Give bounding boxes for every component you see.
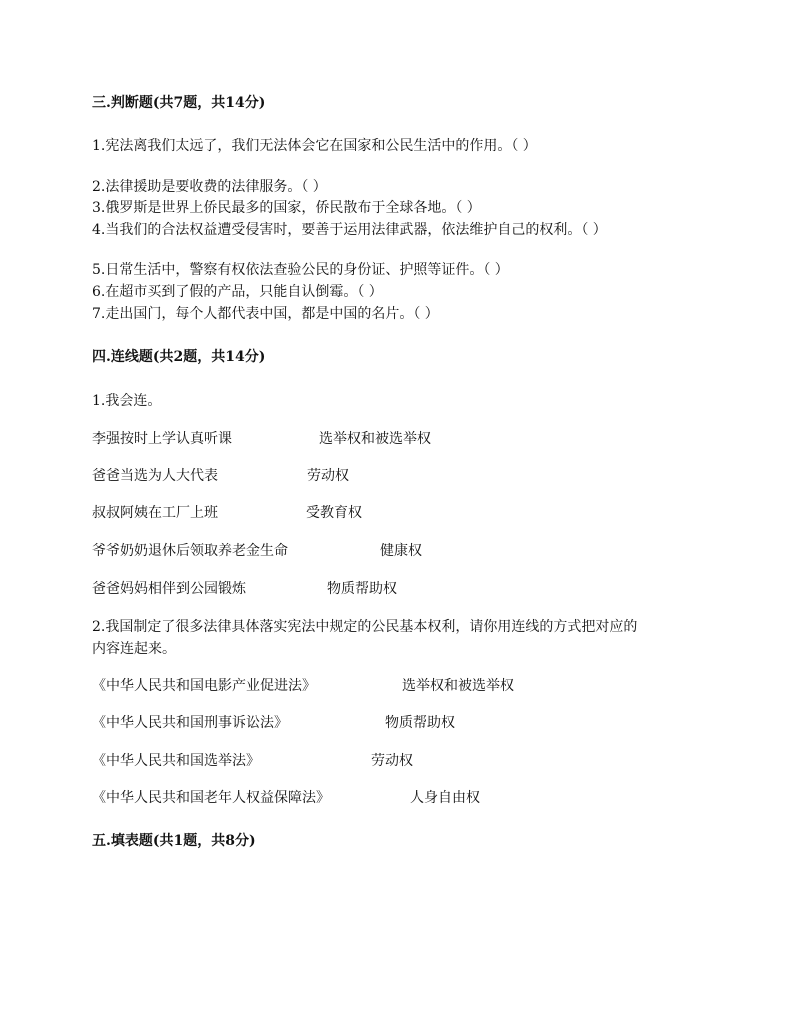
matching-q2-prompt-line-1: 2.我国制定了很多法律具体落实宪法中规定的公民基本权利，请你用连线的方式把对应的: [92, 619, 638, 635]
judgment-item-1: 1.宪法离我们太远了，我们无法体会它在国家和公民生活中的作用。（ ）: [92, 138, 537, 154]
matching-right-item: 劳动权: [371, 753, 413, 769]
judgment-item-3: 3.俄罗斯是世界上侨民最多的国家，侨民散布于全球各地。（ ）: [92, 200, 481, 216]
matching-q2-prompt-line-2: 内容连起来。: [92, 641, 176, 657]
matching-q1-row: [92, 430, 431, 448]
matching-right-item: 选举权和被选举权: [402, 678, 514, 694]
section-3-heading: 三.判断题(共7题，共14分): [92, 95, 266, 111]
judgment-item-6: 6.在超市买到了假的产品，只能自认倒霉。（ ）: [92, 284, 383, 300]
matching-left-item: 爸爸当选为人大代表: [92, 468, 218, 484]
matching-left-item: 爷爷奶奶退休后领取养老金生命: [92, 543, 288, 559]
matching-right-item: 物质帮助权: [327, 581, 397, 597]
section-4-heading: 四.连线题(共2题，共14分): [92, 349, 266, 365]
matching-right-item: 受教育权: [306, 505, 362, 521]
matching-right-item: 人身自由权: [410, 790, 480, 806]
matching-right-item: 物质帮助权: [385, 715, 455, 731]
matching-right-item: 劳动权: [307, 468, 349, 484]
matching-q2-row: [92, 752, 413, 770]
matching-left-item: 《中华人民共和国电影产业促进法》: [92, 678, 316, 694]
matching-q1-row: [92, 504, 362, 522]
matching-left-item: 《中华人民共和国刑事诉讼法》: [92, 715, 288, 731]
matching-q2-row: [92, 789, 480, 807]
matching-q1-row: [92, 580, 397, 598]
matching-left-item: 爸爸妈妈相伴到公园锻炼: [92, 581, 246, 597]
judgment-item-7: 7.走出国门，每个人都代表中国，都是中国的名片。（ ）: [92, 306, 439, 322]
matching-q1-prompt: 1.我会连。: [92, 393, 162, 409]
matching-left-item: 《中华人民共和国选举法》: [92, 753, 260, 769]
matching-q2-row: [92, 714, 455, 732]
matching-q1-row: [92, 467, 349, 485]
matching-left-item: 叔叔阿姨在工厂上班: [92, 505, 218, 521]
matching-left-item: 李强按时上学认真听课: [92, 431, 232, 447]
judgment-item-5: 5.日常生活中，警察有权依法查验公民的身份证、护照等证件。（ ）: [92, 262, 509, 278]
judgment-item-4: 4.当我们的合法权益遭受侵害时，要善于运用法律武器，依法维护自己的权利。（ ）: [92, 222, 607, 238]
judgment-item-2: 2.法律援助是要收费的法律服务。（ ）: [92, 179, 327, 195]
matching-q2-row: [92, 677, 514, 695]
section-5-heading: 五.填表题(共1题，共8分): [92, 833, 256, 849]
matching-right-item: 健康权: [380, 543, 422, 559]
matching-q1-row: [92, 542, 422, 560]
matching-left-item: 《中华人民共和国老年人权益保障法》: [92, 790, 330, 806]
matching-right-item: 选举权和被选举权: [319, 431, 431, 447]
